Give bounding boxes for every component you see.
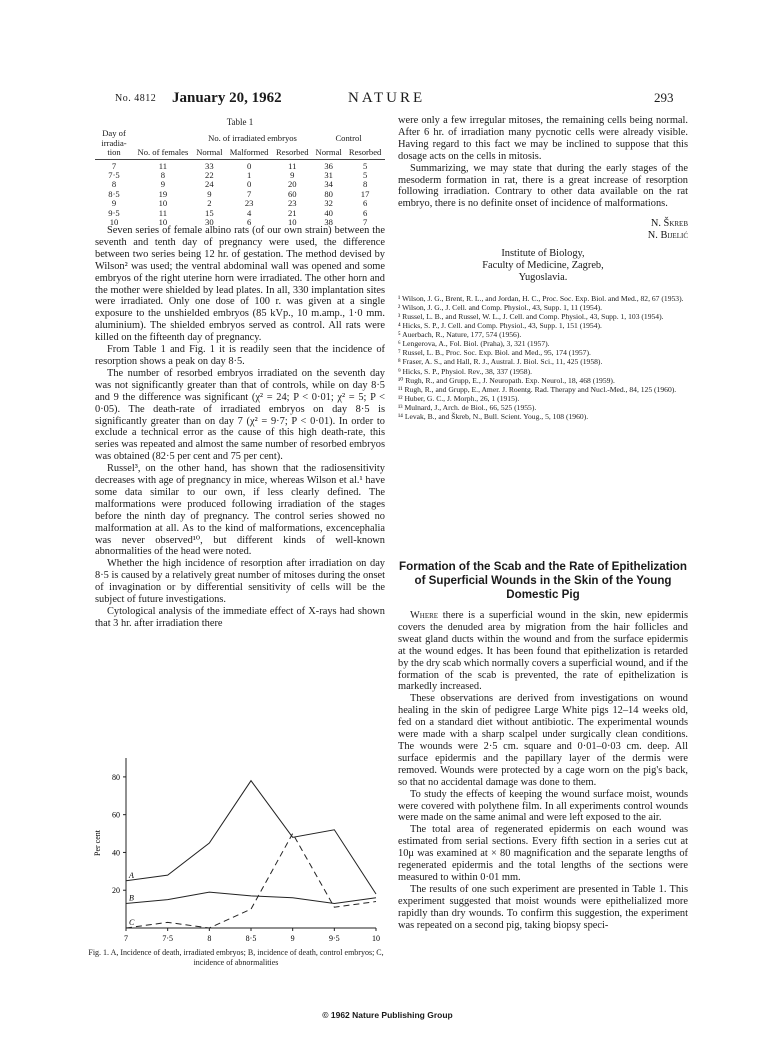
article-2-title: Formation of the Scab and the Rate of Epithelization of Superficial Wounds in the Skin of the Young Domestic Pig [399, 560, 687, 601]
series-line-A [126, 781, 376, 894]
col-header-day: Day of irradia-tion [101, 128, 127, 158]
table-cell: 40 [324, 207, 333, 218]
page-header [0, 90, 775, 114]
table-cell: 23 [287, 198, 297, 209]
table-cell: 10 [109, 217, 119, 228]
author-signatures [398, 218, 688, 242]
institution-line: Faculty of Medicine, Zagreb, [482, 259, 604, 271]
table-cell: 11 [158, 207, 168, 218]
table-row [95, 171, 385, 180]
table-cell: 15 [205, 207, 214, 218]
paragraph: Whether the high incidence of resorption after irradiation on day 8·5 is caused by a relatively great number of mitoses during the onset of invagination or by differential sensitivity of cells will be the subject of future investigations. [95, 558, 385, 606]
col-header-malformed: Malformed [229, 147, 269, 158]
y-tick-label: 20 [112, 886, 120, 896]
x-tick-label: 10 [372, 934, 380, 943]
table-cell: 6 [362, 198, 368, 209]
author-1: N. Škreb [650, 218, 688, 230]
col-header-normal: Normal [196, 147, 223, 158]
series-line-C [126, 834, 376, 928]
y-tick-label: 60 [112, 810, 120, 820]
table-cell: 0 [246, 160, 252, 171]
line-chart [86, 748, 386, 948]
table-cell: 7 [362, 217, 368, 228]
copyright-footer: © 1962 Nature Publishing Group [322, 1010, 453, 1020]
reference-item: ¹ Wilson, J. G., Brent, R. L., and Jordan, H. C., Proc. Soc. Exp. Biol. and Med., 82, 67 (1953). [398, 293, 684, 303]
col-header-control-resorbed: Resorbed [348, 147, 382, 158]
issue-number: No. 4812 [115, 93, 157, 104]
table-cell: 8 [111, 179, 117, 190]
table-caption: Table 1 [226, 117, 254, 127]
table-cell: 5 [362, 170, 368, 181]
x-tick-label: 8·5 [245, 934, 257, 943]
paragraph: From Table 1 and Fig. 1 it is readily seen that the incidence of resorption shows a peak on day 8·5. [95, 344, 385, 367]
table-cell: 24 [205, 179, 214, 190]
author-2: N. Bijelić [647, 230, 688, 242]
y-tick-label: 40 [112, 848, 120, 858]
journal-name: NATURE [348, 90, 426, 106]
institution [398, 248, 688, 284]
table-cell: 9 [290, 170, 295, 181]
col-header-control: Control [335, 133, 362, 144]
col-header-irradiated: No. of irradiated embryos [208, 133, 297, 144]
figure-caption: Fig. 1. A, Incidence of death, irradiated embryos; B, incidence of death, control embryos; C, incidence of abnormalities [88, 948, 384, 967]
table-cell: 80 [324, 188, 333, 199]
reference-item: ⁶ Lengerova, A., Fol. Biol. (Praha), 3, 321 (1957). [398, 339, 550, 349]
table-cell: 10 [158, 198, 168, 209]
table-row [95, 199, 385, 208]
paragraph: were only a few irregular mitoses, the remaining cells being normal. After 6 hr. of irradiation many pycnotic cells were already visible. Having regard to this fact we may be inclined to suppose that this dosage acts on the cells in mitosis. [398, 115, 688, 162]
table-row [95, 159, 385, 171]
lead-word: Where [410, 610, 439, 621]
table-cell: 9 [111, 198, 117, 209]
table-cell: 11 [158, 160, 168, 171]
table-cell: 10 [287, 217, 297, 228]
x-tick-label: 7·5 [162, 934, 174, 943]
table-cell: 6 [362, 207, 368, 218]
table-cell: 31 [324, 170, 333, 181]
table-cell: 20 [287, 179, 297, 190]
paragraph [398, 610, 688, 693]
table-cell: 9 [207, 188, 212, 199]
table-cell: 8 [160, 170, 166, 181]
issue-date: January 20, 1962 [172, 90, 282, 106]
institution-line: Institute of Biology, [501, 248, 585, 260]
x-tick-label: 8 [207, 934, 212, 943]
reference-item: ¹³ Mulnard, J., Arch. de Biol., 66, 525 (1955). [398, 402, 537, 412]
table-cell: 30 [205, 217, 214, 228]
table-cell: 9 [160, 179, 166, 190]
table-cell: 34 [324, 179, 333, 190]
left-column-text [95, 225, 385, 630]
table-cell: 19 [158, 188, 168, 199]
table-cell: 5 [362, 160, 368, 171]
paragraph: The results of one such experiment are presented in Table 1. This experiment suggested that moist wounds were epithelialized more rapidly than dry wounds. To confirm this suggestion, the experiment was repeated on a second pig, taking biopsy speci- [398, 883, 688, 931]
table-row [95, 209, 385, 218]
table-cell: 21 [287, 207, 297, 218]
series-line-B [126, 892, 376, 903]
series-label-C: C [129, 918, 135, 927]
references-list [398, 294, 688, 421]
table-cell: 6 [246, 217, 252, 228]
table-cell: 2 [207, 198, 212, 209]
reference-item: ¹² Huber, G. C., J. Morph., 26, 1 (1915). [398, 393, 520, 403]
y-axis-label: Per cent [93, 830, 102, 856]
paragraph: Summarizing, we may state that during the early stages of the mesoderm formation in rat, there is a great increase of resorption following irradiation. Contrary to other data available on the rat embryo, there is no definite onset of incidence of malformations. [398, 162, 688, 210]
article-2 [398, 560, 688, 931]
paragraph: To study the effects of keeping the wound surface moist, wounds were covered with polythene film. In all experiments control wounds were made on the same animal and were left exposed to the air. [398, 788, 688, 824]
table-cell: 9·5 [108, 207, 120, 218]
table-cell: 10 [158, 217, 168, 228]
paragraph: Cytological analysis of the immediate effect of X-rays had shown that 3 hr. after irradiation there [95, 606, 385, 629]
col-header-resorbed: Resorbed [276, 147, 309, 158]
reference-item: ³ Russel, L. B., and Russel, W. L., J. Cell. and Comp. Physiol., 43, Supp. 1, 103 (1954). [398, 311, 664, 321]
right-column-text [398, 115, 688, 421]
table-cell: 7 [111, 160, 117, 171]
paragraph: The total area of regenerated epidermis on each wound was estimated from serial sections. Every fifth section in a series cut at 10μ was examined at × 80 magnification and the separate lengths of regenerated epidermis and the total lengths of the sections were measured to within 0·01 mm. [398, 824, 688, 883]
table-row [95, 180, 385, 189]
reference-item: ¹⁰ Rugh, R., and Grupp, E., J. Neuropath. Exp. Neurol., 18, 468 (1959). [398, 375, 615, 385]
table-cell: 7·5 [108, 170, 120, 181]
table-cell: 22 [205, 170, 214, 181]
table-cell: 60 [287, 188, 297, 199]
table-cell: 32 [324, 198, 333, 209]
x-tick-label: 9 [290, 934, 295, 943]
page-number: 293 [654, 90, 674, 105]
table-row [95, 190, 385, 199]
paragraph: Russel³, on the other hand, has shown that the radiosensitivity decreases with age of pregnancy in mice, whereas Wilson et al.¹ have some data similar to our own, if less clearly defined. The malformations were produced following irradiation of the stages before the ninth day of pregnancy. The control series showed no malformation at all. As to the kind of malformations, excencephalia was never observed¹⁰, but different kinds of well-known abnormalities of the head were noted. [95, 463, 385, 558]
reference-item: ⁷ Russel, L. B., Proc. Soc. Exp. Biol. and Med., 95, 174 (1957). [398, 348, 591, 358]
institution-line: Yugoslavia. [518, 271, 568, 283]
reference-item: ⁹ Hicks, S. P., Physiol. Rev., 38, 337 (1958). [398, 366, 532, 376]
table-cell: 38 [324, 217, 333, 228]
y-tick-label: 80 [112, 772, 120, 782]
table-cell: 33 [205, 160, 214, 171]
figure-1 [86, 748, 386, 963]
table-1 [95, 118, 385, 227]
series-label-A: A [129, 870, 134, 880]
x-tick-label: 9·5 [328, 934, 340, 943]
col-header-females: No. of females [137, 147, 189, 158]
reference-item: ⁵ Auerbach, R., Nature, 177, 574 (1956). [398, 330, 522, 340]
paragraph: The number of resorbed embryos irradiated on the seventh day was not significantly greater than that of controls, while on day 8·5 and 9 the difference was significant (χ² = 24; P < 0·01; χ² = 5; P < 0·05). The death-rate of irradiated embryos on day 8·5 is significantly greater than on day 7 (χ² = 9·7; P < 0·01). In order to exclude a technical error as the cause of this high death-rate, this series was repeated and almost the same number of resorbed embryos was obtained (82·5 per cent and 75 per cent). [95, 367, 385, 463]
reference-item: ¹¹ Rugh, R., and Grupp, E., Amer. J. Roentg. Rad. Therapy and Nucl.-Med., 84, 125 (1960). [398, 384, 677, 394]
table-cell: 7 [246, 188, 252, 199]
table-cell: 4 [246, 207, 252, 218]
table-cell: 36 [324, 160, 333, 171]
reference-item: ¹⁴ Levak, B., and Škreb, N., Bull. Scient. Youg., 5, 108 (1960). [398, 412, 589, 421]
table-cell: 8·5 [108, 188, 120, 199]
paragraph: These observations are derived from investigations on wound healing in the skin of pedigree Large White pigs 12–14 weeks old, fed on a standard diet without antibiotic. The experimental wounds were made with a sharp scalpel under surgically clean conditions. The wounds were 2·5 cm. square and 0·01–0·03 cm. deep. All surface epidermis and the papillary layer of the dermis were removed. Wounds were protected by a cage worn on the pig's back, so that no accidental damage was done to them. [398, 693, 688, 788]
table-cell: 8 [362, 179, 368, 190]
reference-item: ⁴ Hicks, S. P., J. Cell. and Comp. Physiol., 43, Supp. 1, 151 (1954). [398, 321, 602, 331]
table-cell: 17 [360, 188, 370, 199]
table-cell: 11 [288, 160, 297, 171]
reference-item: ² Wilson, J. G., J. Cell. and Comp. Physiol., 43, Supp. 1, 11 (1954). [398, 302, 603, 312]
reference-item: ⁸ Fraser, A. S., and Hall, R. J., Austral. J. Biol. Sci., 11, 425 (1958). [398, 357, 603, 367]
paragraph: Seven series of female albino rats (of our own strain) between the seventh and tenth day of pregnancy were used, the difference between two series being 12 hr. of gestation. The method devised by Wilson² was used; the ventral abdominal wall was opened and some embryos of the right uterine horn were irradiated. The other horn and the mother were shielded by lead plates. In all, 330 implantation sites were irradiated. Only one dose of 100 r. was given at a single exposure to the unshielded embryos (85 kVp., 10 m.amp., 1·0 mm. aluminium). The shielded embryos served as control. All rats were killed on the fifteenth day of pregnancy. [95, 225, 385, 344]
table-cell: 23 [244, 198, 254, 209]
paragraph-text: there is a superficial wound in the skin, new epidermis covers the denuded area by migration from the hair follicles and sweat gland ducts within the wound and from the surface epidermis at the wound edges. It has been found that epithelization is retarded by the dry scab which normally covers a superficial wound, and if the formation of the scab is prevented, the rate of epithelization is markedly increased. [398, 610, 688, 693]
table-cell: 0 [246, 179, 252, 190]
col-header-control-normal: Normal [315, 147, 342, 158]
table-cell: 1 [246, 170, 252, 181]
series-label-B: B [129, 893, 134, 903]
x-tick-label: 7 [124, 934, 128, 943]
